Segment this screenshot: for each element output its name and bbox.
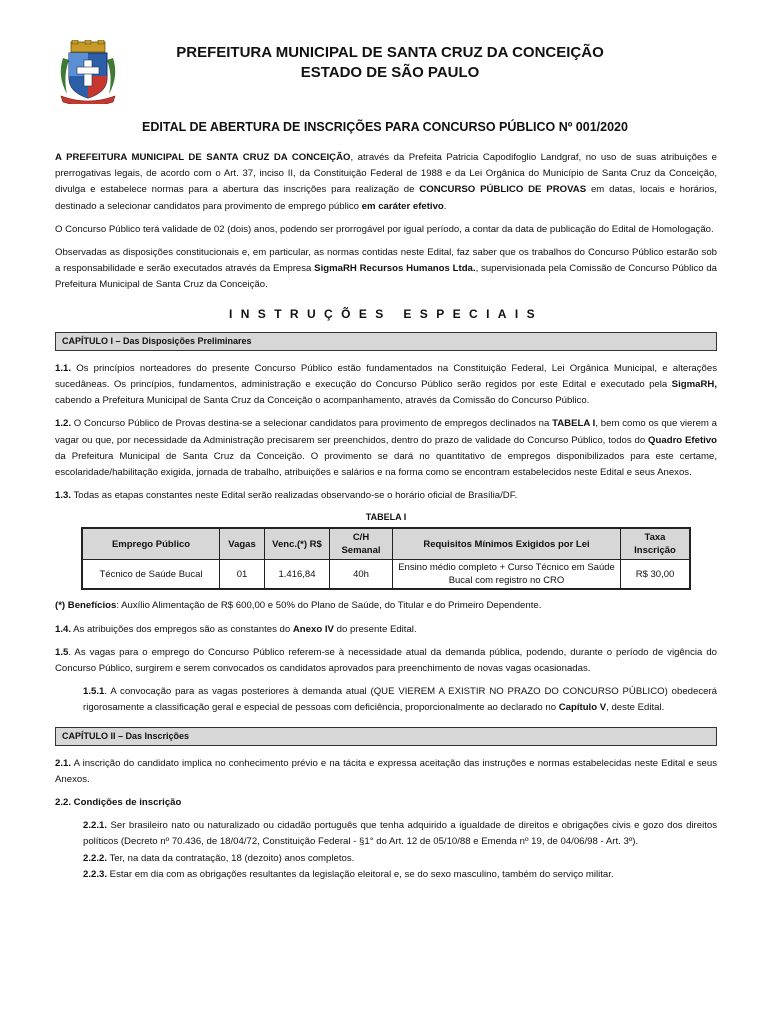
- section-number: 1.5.1: [83, 686, 105, 698]
- chapter-1-heading: CAPÍTULO I – Das Disposições Preliminares: [55, 332, 717, 351]
- section-1-4: [55, 622, 717, 638]
- benefits-label: (*) Benefícios: [55, 600, 117, 612]
- section-number: 2.2.3.: [83, 868, 108, 880]
- section-text: Todas as etapas constantes neste Edital serão realizadas observando-se o horário oficial de Brasília/DF.: [71, 490, 518, 502]
- section-number: 1.5: [55, 646, 69, 658]
- section-text: cabendo a Prefeitura Municipal de Santa Cruz da Conceição o acompanhamento, através da Comissão do Concurso Público.: [55, 395, 590, 407]
- section-bold: SigmaRH,: [671, 379, 717, 391]
- intro-bold-3: em caráter efetivo: [361, 200, 444, 212]
- section-bold: Anexo IV: [292, 623, 334, 635]
- section-2-1: [55, 756, 717, 788]
- table-header-row: [82, 528, 690, 560]
- section-bold: TABELA I: [552, 418, 596, 430]
- col-header-position: Emprego Público: [82, 528, 220, 560]
- special-instructions-title: INSTRUÇÕES ESPECIAIS: [228, 306, 544, 321]
- section-1-3: [55, 488, 717, 504]
- intro-paragraph-3: [55, 245, 717, 294]
- section-number: 2.2.1.: [83, 820, 108, 832]
- section-text: As atribuições dos empregos são as constantes do: [71, 623, 293, 635]
- section-2-2-1: [83, 818, 717, 850]
- section-text: . A convocação para as vagas posteriores à demanda atual (QUE VIEREM A EXISTIR NO PRAZO DO CONCURSO PÚBLICO) obedecerá rigorosamente a classificação geral e especial de pessoas com deficiência, proporcionalmente ao declarado no: [83, 686, 717, 714]
- cell-vacancies: 01: [220, 560, 265, 590]
- section-text: Ter, na data da contratação, 18 (dezoito) anos completos.: [107, 852, 355, 864]
- chapter-2-heading: CAPÍTULO II – Das Inscrições: [55, 727, 717, 746]
- section-text: do presente Edital.: [333, 623, 417, 635]
- document-title: EDITAL DE ABERTURA DE INSCRIÇÕES PARA CONCURSO PÚBLICO Nº 001/2020: [142, 120, 628, 134]
- section-number: 1.2.: [55, 418, 72, 430]
- section-2-2-2: [83, 851, 717, 867]
- section-1-5: [55, 645, 717, 677]
- intro-p3-text-2: , supervisionada pela Comissão de Concurso Público da Prefeitura Municipal de Santa Cruz da Conceição.: [55, 263, 717, 291]
- section-number: 2.1.: [55, 757, 72, 769]
- cell-position: Técnico de Saúde Bucal: [82, 560, 220, 590]
- section-text: Ser brasileiro nato ou naturalizado ou cidadão português que tenha adquirido a igualdade de direitos e obrigações civis e gozo dos direitos políticos (Decreto nº 70.436, de 18/04/72, Constituição Federal - §1° do Art. 12 de 05/10/88 e Emenda nº 19, de 04/06/98 - Art. 3º).: [83, 820, 717, 848]
- section-text: , deste Edital.: [606, 702, 665, 714]
- section-text: , bem como os que vierem a vagar ou que, por necessidade da Administração precisarem ser preenchidos, dentro do prazo de validade do Concurso Público, todos do: [55, 418, 718, 446]
- section-bold: Quadro Efetivo: [648, 434, 717, 446]
- col-header-salary: Venc.(*) R$: [265, 528, 330, 560]
- section-number: 1.3.: [55, 490, 72, 502]
- table-1-title: TABELA I: [365, 512, 407, 523]
- intro-text-1: , através da Prefeita Patricia Capodifoglio Landgraf, no uso de suas atribuições e prerrogativas legais, de acordo com o Art. 37, inciso II, da Constituição Federal de 1988 e da Lei Orgânica do Município de Santa Cruz da Conceição, divulga e estabelece normas para a abertura das inscrições para realização de: [55, 152, 717, 196]
- cell-requirements: Ensino médio completo + Curso Técnico em Saúde Bucal com registro no CRO: [393, 560, 621, 590]
- col-header-requirements: Requisitos Mínimos Exigidos por Lei: [393, 528, 621, 560]
- section-number: 2.2.2.: [83, 852, 108, 864]
- intro-bold-1: A PREFEITURA MUNICIPAL DE SANTA CRUZ DA CONCEIÇÃO: [55, 152, 351, 163]
- cell-weekly-hours: 40h: [330, 560, 393, 590]
- col-header-weekly-hours: C/H Semanal: [330, 528, 393, 560]
- section-text: A inscrição do candidato implica no conhecimento prévio e na tácita e expressa aceitação das instruções e normas estabelecidas neste Edital e seus Anexos.: [55, 757, 717, 785]
- cell-fee: R$ 30,00: [621, 560, 691, 590]
- section-text: . As vagas para o emprego do Concurso Público referem-se à necessidade atual da demanda pública, podendo, durante o período de vigência do Concurso Público, surgirem e serem convocados os candidatos aprovados para preenchimento de novas vagas ocasionadas.: [55, 646, 717, 675]
- table-row: [82, 560, 690, 590]
- intro-p3-text-1: Observadas as disposições constitucionais e, em particular, as normas contidas neste Edital, faz saber que os trabalhos do Concurso Público estarão sob a responsabilidade e serão executados através da Empresa: [55, 247, 717, 275]
- section-text: Os princípios norteadores do presente Concurso Público estão fundamentados na Constituição Federal, Lei Orgânica Municipal, e alterações sucedâneas. Os princípios, fundamentos, administração e execução do Concurso Público serão regidos por este Edital e executado pela: [55, 362, 717, 391]
- section-1-1: [55, 361, 717, 410]
- section-number: 1.4.: [55, 623, 72, 635]
- intro-bold-2: CONCURSO PÚBLICO DE PROVAS: [419, 184, 587, 196]
- section-2-2-title: [55, 795, 717, 811]
- intro-paragraph-2: O Concurso Público terá validade de 02 (dois) anos, podendo ser prorrogável por igual período, a contar da data de publicação do Edital de Homologação.: [55, 223, 714, 235]
- section-2-2-3: [83, 867, 717, 883]
- benefits-note: [55, 598, 717, 614]
- section-1-5-1: [83, 684, 717, 716]
- cell-salary: 1.416,84: [265, 560, 330, 590]
- municipal-coat-of-arms-icon: [57, 40, 119, 104]
- header-state: ESTADO DE SÃO PAULO: [300, 64, 480, 81]
- header-municipality: PREFEITURA MUNICIPAL DE SANTA CRUZ DA CONCEIÇÃO: [176, 44, 604, 61]
- section-bold: Capítulo V: [558, 702, 607, 714]
- section-text: Estar em dia com as obrigações resultantes da legislação eleitoral e, se do sexo masculino, também do serviço militar.: [107, 868, 614, 880]
- section-text: da Prefeitura Municipal de Santa Cruz da Conceição. O provimento se dará no quantitativo de empregos disponibilizados para este certame, escolaridade/habilitação exigida, jornada de trabalho, atribuições e salários e na forma como se encontram estabelecidos neste Edital e seus Anexos.: [55, 450, 717, 479]
- section-title: 2.2. Condições de inscrição: [55, 797, 182, 809]
- intro-paragraph-1: [55, 150, 717, 215]
- col-header-vacancies: Vagas: [220, 528, 265, 560]
- section-text: O Concurso Público de Provas destina-se a selecionar candidatos para provimento de empregos declinados na: [71, 418, 553, 430]
- intro-text-3: .: [443, 200, 447, 212]
- document-body: [55, 150, 717, 883]
- positions-table: [81, 527, 691, 590]
- col-header-fee: Taxa Inscrição: [621, 528, 691, 560]
- section-number: 1.1.: [55, 362, 72, 374]
- intro-text-2: em datas, locais e horários, destinado a selecionar candidatos para provimento de emprego público: [55, 184, 717, 212]
- benefits-text: : Auxílio Alimentação de R$ 600,00 e 50% do Plano de Saúde, do Titular e do Primeiro Dependente.: [116, 600, 542, 612]
- intro-p3-bold: SigmaRH Recursos Humanos Ltda.: [314, 263, 476, 275]
- section-1-2: [55, 416, 717, 481]
